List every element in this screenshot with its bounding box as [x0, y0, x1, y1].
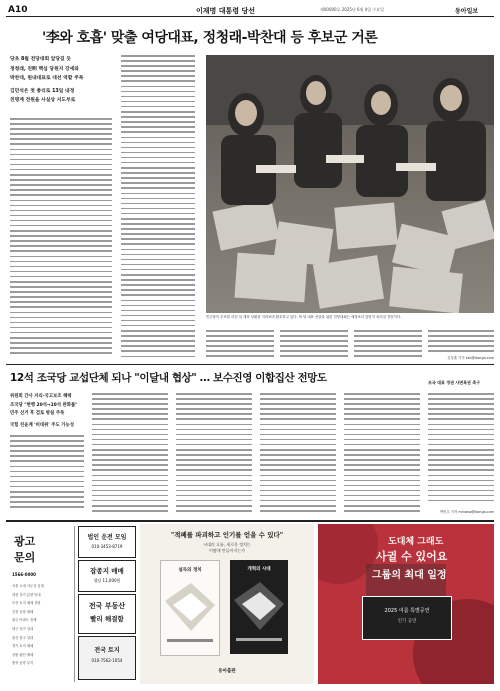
book-cover [230, 560, 288, 654]
top-body-column [354, 330, 422, 360]
second-callout: 조국 대표 정권 사면복권 촉구 [428, 380, 480, 385]
classified-ad [8, 524, 136, 684]
lead-line: 위원회 간사 자리-국고보조 혜택 [10, 394, 72, 399]
classified-box [78, 560, 136, 592]
page-number: A10 [8, 5, 28, 15]
masthead-logo: 동아일보 [455, 8, 479, 15]
classified-box-title: 전국 토지 [94, 647, 120, 654]
lead-line: 조국당 "현행 20석→10석 완화를" [10, 402, 78, 408]
lead-line: 국힘 친윤계 '비대위' 주도 가능성 [10, 422, 74, 428]
book-ad-tagline: "적폐를 파괴하고 인기를 얻을 수 있다" [170, 531, 284, 539]
top-lead-summary [10, 55, 114, 106]
classified-box [78, 636, 136, 680]
list-item: 경기 토지 매매 [12, 644, 34, 649]
classified-title-line: 광고 [14, 535, 36, 548]
classified-box [78, 526, 136, 558]
banner-line: 그룹의 최대 일정 [372, 570, 447, 581]
book-cover-title: 설득의 정치 [178, 568, 202, 573]
lead-line: 민주 선거 후 검토 방침 주목 [10, 411, 65, 417]
classified-divider [74, 526, 75, 682]
list-item: 대구 상가 임대 [12, 626, 34, 631]
vote-count-photo [206, 55, 494, 313]
top-body-column [206, 330, 274, 360]
list-item: 강원 펜션 매매 [12, 652, 34, 657]
list-item: 충북 공장 부지 [12, 661, 34, 666]
second-headline: 12석 조국당 교섭단체 되나 "이달내 협상" … 보수진영 이합집산 전망도 [10, 372, 327, 384]
classified-box-sub: 010-3453-8719 [91, 544, 123, 549]
classified-box [78, 594, 136, 634]
photo-illustration [206, 55, 494, 313]
banner-ad [318, 524, 494, 684]
lead-line: 박찬대, 원내대표로 대선 역할 주목 [10, 76, 84, 81]
book-cover [160, 560, 220, 656]
top-byline: 김상훈 기자 ksh@donga.com [447, 356, 494, 360]
header-rule [6, 16, 494, 17]
book-cover-art [161, 561, 219, 655]
list-item: 울산 창고 임대 [12, 635, 34, 640]
top-body-column [280, 330, 348, 360]
classified-box-title: 전국 부동산 [88, 602, 126, 610]
list-item: 광주 아파트 전세 [12, 618, 37, 623]
lead-line: 정청래, 친明 핵심 당원지 강세와 [10, 66, 79, 72]
top-body-column [121, 55, 195, 358]
second-body-column [260, 393, 336, 517]
book-ad-sub: 어떻게 만들어지는가 [208, 548, 246, 553]
list-item: 인천 공장 매매 [12, 609, 34, 614]
book-publisher: 동아출판 [218, 669, 236, 674]
lead-line: 친명계 전원을 사실상 지도부로 [10, 98, 76, 103]
story-divider [6, 364, 494, 365]
top-body-column [10, 118, 112, 358]
second-byline: 박민우 기자 minwoo@donga.com [439, 510, 494, 514]
second-body-column [176, 393, 252, 517]
list-item: 서울 시내 사무실 임대 [12, 584, 44, 588]
second-body-column [344, 393, 420, 517]
banner-event: 2025 여름 특별공연 [384, 608, 430, 614]
second-body-column [428, 393, 494, 505]
book-cover-title: 개혁의 시대 [247, 567, 271, 572]
banner-event-sub: 인기 공연 [397, 619, 417, 624]
second-lead-summary [10, 393, 86, 430]
banner-line: 도대체 그래도 [388, 537, 444, 547]
photo-caption: 민주당이 투표를 마친 뒤 개표 상황을 지켜보며 환호하고 있다. 새 당 대표 선출을 위한 전당대회는 예정보다 앞당겨 치러질 전망이다. [206, 315, 402, 319]
classified-box-title: 잡종지 매매 [90, 567, 124, 575]
book-ad [140, 524, 314, 684]
classified-box-title: 법인 운전 모임 [87, 534, 127, 541]
classified-title [14, 534, 35, 566]
top-headline: '李와 호흡' 맞출 여당대표, 정청래-박찬대 등 후보군 거론 [42, 30, 378, 46]
list-item: 대전 상가 분양 안내 [12, 592, 41, 597]
second-body-column [92, 393, 168, 517]
classified-title-line: 문의 [14, 551, 36, 564]
top-body-column [428, 330, 494, 354]
banner-event-box [362, 596, 452, 640]
classified-phone: 1566-0000 [12, 572, 36, 577]
issue-info: 제00000호 2025년 6월 4일 수요일 [320, 7, 384, 12]
classified-box-sub: 평당 11,000원 [93, 578, 121, 583]
list-item: 부산 토지 매매 상담 [12, 601, 41, 606]
second-body-column [10, 435, 84, 517]
section-label: 이재명 대통령 당선 [196, 7, 255, 15]
ads-divider [6, 520, 494, 522]
lead-line: 당초 8월 전당대회 앞당길 듯 [10, 57, 71, 62]
lead-line: 김민석은 첫 총리로 13일 내정 [10, 88, 75, 94]
classified-box-sub: 빨리 해결함 [90, 615, 124, 623]
classified-list [12, 582, 72, 668]
book-ad-sub: 시대의 흐름, 새로운 정치는 [203, 542, 251, 547]
classified-box-sub: 010-7562-1054 [91, 658, 123, 663]
banner-line: 사귈 수 있어요 [376, 550, 448, 563]
book-cover-art [230, 560, 288, 654]
